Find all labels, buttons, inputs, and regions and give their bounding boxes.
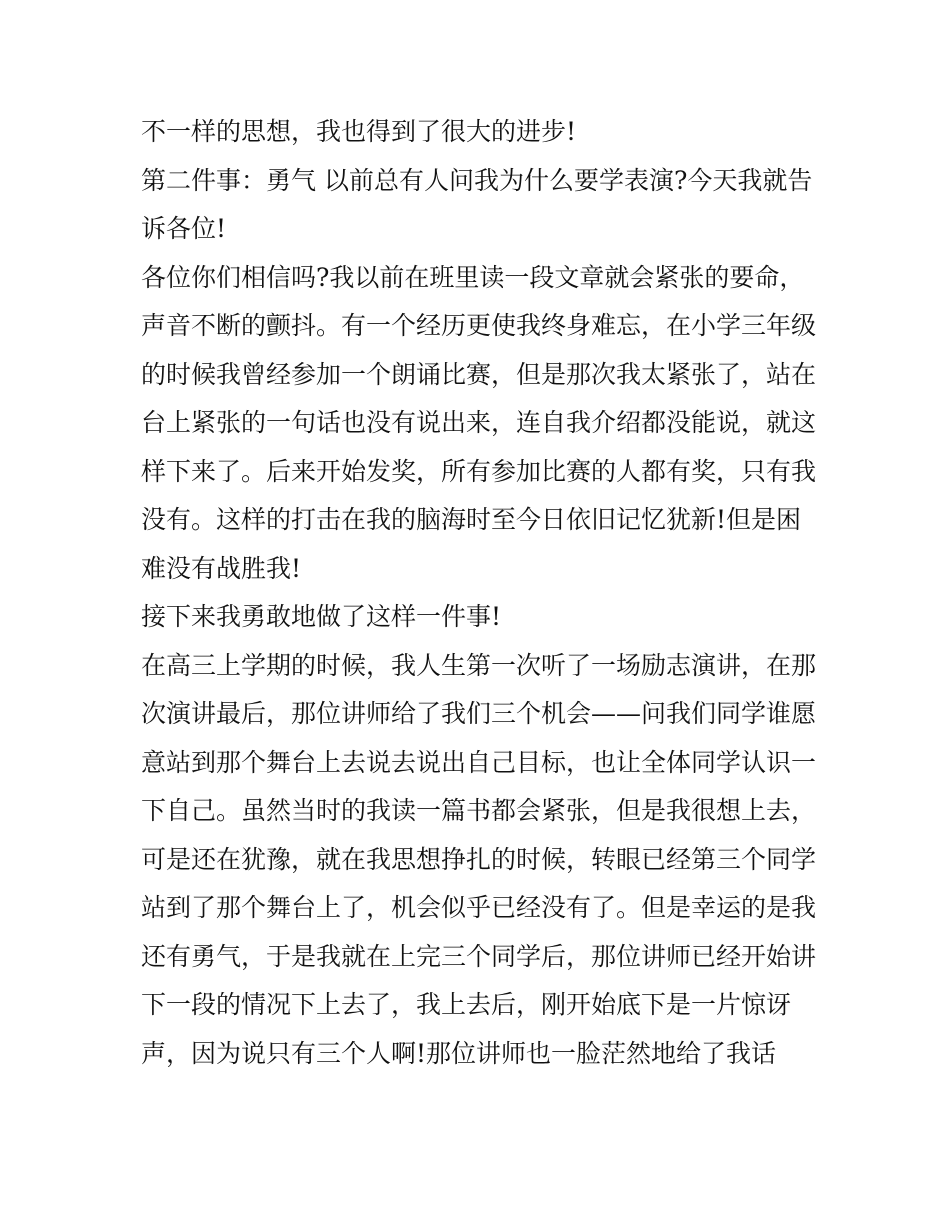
text-line: 样下来了。后来开始发奖，所有参加比赛的人都有奖，只有我 xyxy=(141,456,817,486)
text-line: 各位你们相信吗?我以前在班里读一段文章就会紧张的要命， xyxy=(141,262,805,292)
text-line: 的时候我曾经参加一个朗诵比赛，但是那次我太紧张了，站在 xyxy=(141,359,817,389)
text-line: 接下来我勇敢地做了这样一件事! xyxy=(141,602,502,631)
text-line: 声音不断的颤抖。有一个经历更使我终身难忘，在小学三年级 xyxy=(141,311,817,340)
text-line: 诉各位! xyxy=(141,214,227,243)
text-line: 还有勇气，于是我就在上完三个同学后，那位讲师已经开始讲 xyxy=(141,941,817,971)
text-line: 不一样的思想，我也得到了很大的进步! xyxy=(141,117,577,146)
text-line: 下自己。虽然当时的我读一篇书都会紧张，但是我很想上去， xyxy=(141,796,817,825)
text-line: 难没有战胜我! xyxy=(141,553,302,583)
text-line: 下一段的情况下上去了，我上去后，刚开始底下是一片惊讶 xyxy=(141,990,792,1019)
text-line: 可是还在犹豫，就在我思想挣扎的时候，转眼已经第三个同学 xyxy=(141,844,817,874)
text-line: 在高三上学期的时候，我人生第一次听了一场励志演讲，在那 xyxy=(141,650,817,680)
text-line: 第二件事：勇气 以前总有人问我为什么要学表演?今天我就告 xyxy=(141,165,813,195)
text-line: 次演讲最后，那位讲师给了我们三个机会——问我们同学谁愿 xyxy=(141,699,817,728)
text-line: 没有。这样的打击在我的脑海时至今日依旧记忆犹新!但是困 xyxy=(141,505,802,534)
text-line: 站到了那个舞台上了，机会似乎已经没有了。但是幸运的是我 xyxy=(141,893,817,922)
text-line: 声，因为说只有三个人啊!那位讲师也一脸茫然地给了我话 xyxy=(141,1038,777,1068)
body-text xyxy=(141,108,821,1078)
text-line: 台上紧张的一句话也没有说出来，连自我介绍都没能说，就这 xyxy=(141,408,817,437)
text-line: 意站到那个舞台上去说去说出自己目标，也让全体同学认识一 xyxy=(141,747,817,777)
